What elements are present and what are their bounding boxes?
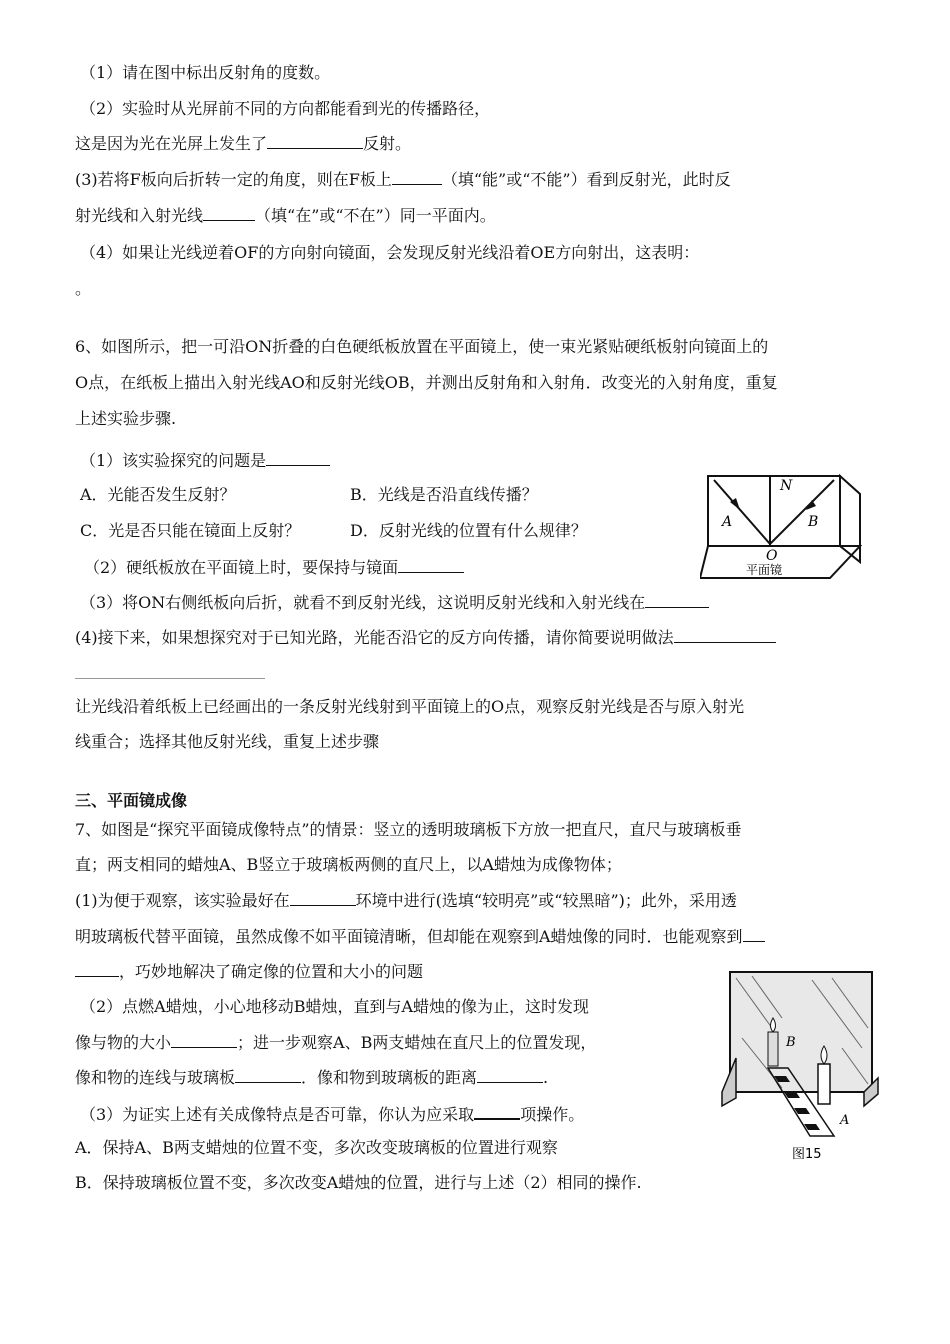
q7-part2-end: 像和物的连线与玻璃板 ．像和物到玻璃板的距离 . — [75, 1068, 549, 1087]
fill-blank[interactable] — [743, 925, 765, 942]
figure-caption: 图15 — [792, 1147, 822, 1162]
q7-intro-1: 7、如图是“探究平面镜成像特点”的情景：竖立的透明玻璃板下方放一把直尺，直尺与玻璃板垂 — [75, 820, 742, 839]
q7-part1-end: ，巧妙地解决了确定像的位置和大小的问题 — [75, 960, 423, 983]
fill-blank[interactable] — [203, 204, 255, 221]
q7-part3: （3）为证实上述有关成像特点是否可靠，你认为应采取 项操作。 — [80, 1102, 584, 1126]
label-b: B — [808, 514, 819, 530]
q6-answer-2: 线重合；选择其他反射光线，重复上述步骤 — [75, 732, 380, 751]
q6-part4: (4)接下来，如果想探究对于已知光路，光能否沿它的反方向传播，请你简要说明做法 — [75, 626, 776, 649]
q6-option-b: B．光线是否沿直线传播？ — [350, 485, 538, 504]
q6-option-d: D．反射光线的位置有什么规律？ — [350, 521, 587, 540]
fill-blank[interactable] — [392, 168, 442, 185]
fill-blank[interactable] — [266, 449, 330, 466]
candle-a-label: A — [840, 1113, 850, 1128]
q7-intro-2: 直；两支相同的蜡烛A、B竖立于玻璃板两侧的直尺上，以A蜡烛为成像物体； — [75, 855, 622, 874]
fill-blank[interactable] — [290, 889, 356, 906]
fill-blank[interactable] — [477, 1066, 543, 1083]
q7-part2-cont: 像与物的大小 ；进一步观察A、B两支蜡烛在直尺上的位置发现， — [75, 1033, 597, 1052]
q5-part4-end: 。 — [75, 279, 92, 298]
label-o: O — [766, 548, 778, 564]
fill-blank[interactable] — [474, 1102, 520, 1120]
section-heading: 三、平面镜成像 — [75, 791, 188, 810]
label-n: N — [780, 478, 793, 494]
fill-blank[interactable] — [75, 960, 119, 977]
q7-part1: (1)为便于观察，该实验最好在 环境中进行(选填“较明亮”或“较黑暗”)；此外，采用透 — [75, 891, 737, 910]
q6-part3: （3）将ON右侧纸板向后折，就看不到反射光线，这说明反射光线和入射光线在 — [80, 591, 709, 614]
q6-intro-1: 6、如图所示，把一可沿ON折叠的白色硬纸板放置在平面镜上，使一束光紧贴硬纸板射向镜面上的 — [75, 337, 769, 356]
plane-mirror-imaging-figure — [712, 968, 884, 1164]
q7-part1-cont: 明玻璃板代替平面镜，虽然成像不如平面镜清晰，但却能在观察到A蜡烛像的同时．也能观察到 — [75, 925, 765, 948]
q5-part2: （2）实验时从光屏前不同的方向都能看到光的传播路径， — [80, 99, 491, 118]
q7-option-a: A．保持A、B两支蜡烛的位置不变，多次改变玻璃板的位置进行观察 — [75, 1138, 558, 1157]
q5-part4: （4）如果让光线逆着OF的方向射向镜面，会发现反射光线沿着OE方向射出，这表明： — [80, 243, 700, 262]
fill-blank[interactable] — [171, 1031, 237, 1048]
fill-blank[interactable] — [674, 626, 776, 643]
q5-part1: （1）请在图中标出反射角的度数。 — [80, 63, 331, 82]
fill-blank[interactable] — [235, 1066, 301, 1083]
fill-blank[interactable] — [267, 132, 363, 149]
q5-part3: (3)若将F板向后折转一定的角度，则在F板上 （填“能”或“不能”）看到反射光，此时反 — [75, 170, 731, 189]
answer-line — [75, 678, 265, 679]
q6-option-a: A．光能否发生反射？ — [80, 485, 236, 504]
label-a: A — [722, 514, 733, 530]
q6-intro-3: 上述实验步骤. — [75, 409, 177, 428]
q6-part2: （2）硬纸板放在平面镜上时，要保持与镜面 — [84, 556, 464, 579]
q5-part3-cont: 射光线和入射光线 （填“在”或“不在”）同一平面内。 — [75, 206, 496, 225]
q6-answer-1: 让光线沿着纸板上已经画出的一条反射光线射到平面镜上的O点，观察反射光线是否与原入射光 — [75, 697, 745, 716]
q6-option-c: C．光是否只能在镜面上反射？ — [80, 521, 301, 540]
q7-option-b: B．保持玻璃板位置不变，多次改变A蜡烛的位置，进行与上述（2）相同的操作. — [75, 1173, 642, 1192]
candle-b-label: B — [786, 1035, 796, 1050]
q7-part2: （2）点燃A蜡烛，小心地移动B蜡烛，直到与A蜡烛的像为止，这时发现 — [80, 997, 590, 1016]
mirror-caption: 平面镜 — [746, 563, 783, 577]
q6-part1: （1）该实验探究的问题是 — [80, 449, 330, 472]
fill-blank[interactable] — [398, 556, 464, 573]
fill-blank[interactable] — [645, 591, 709, 608]
q5-part2-cont: 这是因为光在光屏上发生了 反射。 — [75, 134, 412, 153]
folded-paper-figure — [700, 464, 865, 580]
q6-intro-2: O点，在纸板上描出入射光线AO和反射光线OB，并测出反射角和入射角．改变光的入射角度，重复 — [75, 373, 778, 392]
